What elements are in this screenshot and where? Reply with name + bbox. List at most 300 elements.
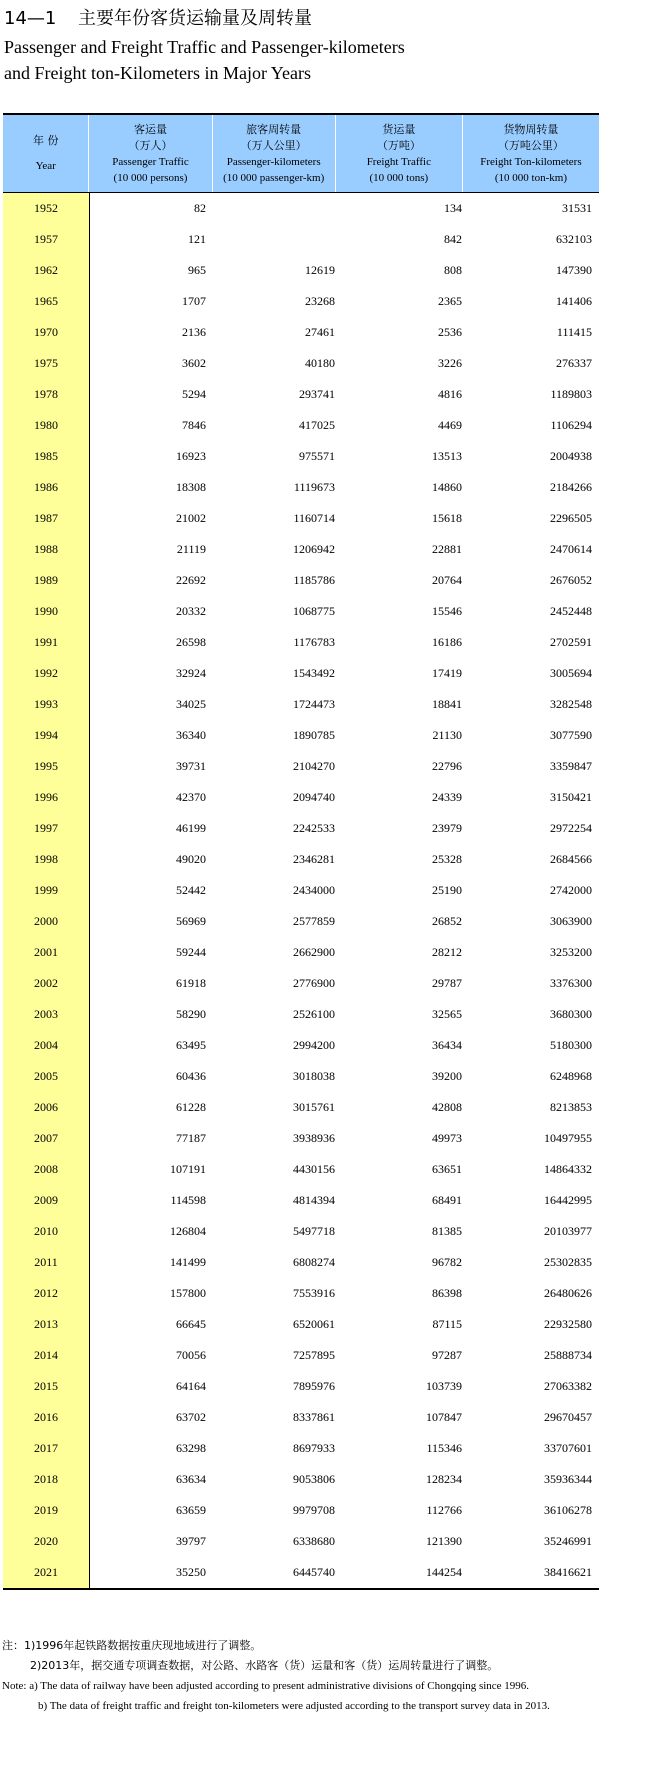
passenger-km-cell: 2776900 (293, 976, 335, 990)
passenger-traffic-cell: 52442 (176, 883, 206, 897)
table-row (3, 348, 599, 379)
freight-ton-km-cell: 27063382 (544, 1379, 592, 1393)
table-row (3, 1495, 599, 1526)
freight-traffic-cell: 3226 (438, 356, 462, 370)
passenger-km-cell: 5497718 (293, 1224, 335, 1238)
header-passenger-km (212, 115, 335, 192)
header-year-en: Year (35, 160, 56, 172)
freight-ton-km-cell: 276337 (556, 356, 592, 370)
freight-traffic-cell: 22796 (432, 759, 462, 773)
freight-traffic-cell: 2365 (438, 294, 462, 308)
table-title-en-line2: and Freight ton-Kilometers in Major Years (4, 63, 311, 83)
header-col4-en1: Freight Ton-kilometers (480, 155, 582, 168)
freight-ton-km-cell: 38416621 (544, 1565, 592, 1579)
freight-ton-km-cell: 3077590 (550, 728, 592, 742)
passenger-traffic-cell: 32924 (176, 666, 206, 680)
table-row (3, 627, 599, 658)
header-year (3, 115, 88, 192)
passenger-km-cell: 7257895 (293, 1348, 335, 1362)
freight-ton-km-cell: 25888734 (544, 1348, 592, 1362)
header-col3-cn2: （万吨） (376, 138, 421, 152)
year-cell: 1985 (34, 449, 58, 463)
table-row (3, 1154, 599, 1185)
year-cell: 2005 (34, 1069, 58, 1083)
passenger-km-cell: 2346281 (293, 852, 335, 866)
passenger-traffic-cell: 49020 (176, 852, 206, 866)
year-cell: 1957 (34, 232, 58, 246)
freight-ton-km-cell: 3253200 (550, 945, 592, 959)
passenger-km-cell: 1068775 (293, 604, 335, 618)
freight-traffic-cell: 14860 (432, 480, 462, 494)
header-col2-cn2: （万人公里） (240, 138, 307, 152)
passenger-traffic-cell: 60436 (176, 1069, 206, 1083)
table-row (3, 1402, 599, 1433)
passenger-traffic-cell: 2136 (182, 325, 206, 339)
table-row (3, 782, 599, 813)
passenger-km-cell: 4814394 (293, 1193, 335, 1207)
table-row (3, 1216, 599, 1247)
freight-traffic-cell: 103739 (426, 1379, 462, 1393)
year-cell: 2008 (34, 1162, 58, 1176)
header-col3-en1: Freight Traffic (366, 155, 431, 168)
table-row (3, 1278, 599, 1309)
table-row (3, 1123, 599, 1154)
freight-ton-km-cell: 111415 (556, 325, 592, 339)
table-row (3, 255, 599, 286)
freight-ton-km-cell: 3376300 (550, 976, 592, 990)
freight-ton-km-cell: 2004938 (550, 449, 592, 463)
year-cell: 1987 (34, 511, 58, 525)
table-number: 14—1 (4, 8, 57, 29)
table-row (3, 720, 599, 751)
freight-ton-km-cell: 36106278 (544, 1503, 592, 1517)
year-cell: 1990 (34, 604, 58, 618)
year-cell: 1980 (34, 418, 58, 432)
passenger-traffic-cell: 82 (194, 201, 206, 215)
freight-traffic-cell: 121390 (426, 1534, 462, 1548)
year-cell: 2000 (34, 914, 58, 928)
passenger-km-cell: 417025 (299, 418, 335, 432)
passenger-km-cell: 2094740 (293, 790, 335, 804)
year-cell: 1975 (34, 356, 58, 370)
passenger-km-cell: 1543492 (293, 666, 335, 680)
year-cell: 1992 (34, 666, 58, 680)
freight-traffic-cell: 15546 (432, 604, 462, 618)
header-freight-ton-km (462, 115, 599, 192)
freight-ton-km-cell: 147390 (556, 263, 592, 277)
passenger-km-cell: 3018038 (293, 1069, 335, 1083)
freight-ton-km-cell: 141406 (556, 294, 592, 308)
table-row (3, 1464, 599, 1495)
table-row (3, 968, 599, 999)
passenger-traffic-cell: 157800 (170, 1286, 206, 1300)
freight-ton-km-cell: 2702591 (550, 635, 592, 649)
note-en-1: Note: a) The data of railway have been adjusted according to present administrative divisions of Chongqing since 1996. (2, 1680, 530, 1692)
year-cell: 2009 (34, 1193, 58, 1207)
passenger-traffic-cell: 3602 (182, 356, 206, 370)
year-cell: 1962 (34, 263, 58, 277)
freight-ton-km-cell: 632103 (556, 232, 592, 246)
passenger-km-cell: 2242533 (293, 821, 335, 835)
table-row (3, 937, 599, 968)
passenger-traffic-cell: 63495 (176, 1038, 206, 1052)
passenger-km-cell: 3015761 (293, 1100, 335, 1114)
passenger-traffic-cell: 63702 (176, 1410, 206, 1424)
passenger-traffic-cell: 63634 (176, 1472, 206, 1486)
passenger-km-cell: 9979708 (293, 1503, 335, 1517)
freight-traffic-cell: 16186 (432, 635, 462, 649)
passenger-km-cell: 40180 (305, 356, 335, 370)
passenger-traffic-cell: 16923 (176, 449, 206, 463)
freight-traffic-cell: 25190 (432, 883, 462, 897)
freight-ton-km-cell: 3359847 (550, 759, 592, 773)
header-col4-en2: (10 000 ton-km) (494, 171, 567, 184)
freight-traffic-cell: 63651 (432, 1162, 462, 1176)
passenger-traffic-cell: 39731 (176, 759, 206, 773)
freight-traffic-cell: 26852 (432, 914, 462, 928)
year-cell: 2004 (34, 1038, 58, 1052)
passenger-traffic-cell: 5294 (182, 387, 206, 401)
table-row (3, 410, 599, 441)
passenger-traffic-cell: 21119 (176, 542, 206, 556)
passenger-traffic-cell: 77187 (176, 1131, 206, 1145)
passenger-km-cell: 9053806 (293, 1472, 335, 1486)
table-row (3, 844, 599, 875)
table-row (3, 1526, 599, 1557)
table-row (3, 813, 599, 844)
table-row (3, 999, 599, 1030)
year-cell: 2018 (34, 1472, 58, 1486)
passenger-traffic-cell: 35250 (176, 1565, 206, 1579)
freight-traffic-cell: 144254 (426, 1565, 462, 1579)
freight-ton-km-cell: 26480626 (544, 1286, 592, 1300)
year-cell: 2017 (34, 1441, 58, 1455)
freight-ton-km-cell: 33707601 (544, 1441, 592, 1455)
freight-traffic-cell: 23979 (432, 821, 462, 835)
table-title-en-line1: Passenger and Freight Traffic and Passenger-kilometers (4, 37, 405, 57)
freight-traffic-cell: 49973 (432, 1131, 462, 1145)
passenger-traffic-cell: 965 (188, 263, 206, 277)
passenger-traffic-cell: 22692 (176, 573, 206, 587)
table-row (3, 751, 599, 782)
freight-ton-km-cell: 25302835 (544, 1255, 592, 1269)
header-col1-cn2: （万人） (128, 138, 173, 152)
freight-traffic-cell: 18841 (432, 697, 462, 711)
header-freight-traffic (335, 115, 462, 192)
passenger-traffic-cell: 34025 (176, 697, 206, 711)
year-cell: 1993 (34, 697, 58, 711)
passenger-traffic-cell: 20332 (176, 604, 206, 618)
freight-ton-km-cell: 16442995 (544, 1193, 592, 1207)
freight-traffic-cell: 4469 (438, 418, 462, 432)
passenger-km-cell: 3938936 (293, 1131, 335, 1145)
freight-ton-km-cell: 2184266 (550, 480, 592, 494)
passenger-traffic-cell: 7846 (182, 418, 206, 432)
header-col4-cn1: 货物周转量 (503, 122, 559, 136)
passenger-km-cell: 1206942 (293, 542, 335, 556)
year-cell: 1994 (34, 728, 58, 742)
year-cell: 2001 (34, 945, 58, 959)
freight-traffic-cell: 96782 (432, 1255, 462, 1269)
freight-traffic-cell: 29787 (432, 976, 462, 990)
table-row (3, 534, 599, 565)
table-row (3, 1340, 599, 1371)
table-row (3, 1185, 599, 1216)
passenger-traffic-cell: 121 (188, 232, 206, 246)
freight-traffic-cell: 134 (444, 201, 462, 215)
header-col3-cn1: 货运量 (382, 122, 416, 136)
freight-ton-km-cell: 3063900 (550, 914, 592, 928)
freight-traffic-cell: 4816 (438, 387, 462, 401)
freight-traffic-cell: 21130 (432, 728, 462, 742)
year-cell: 1965 (34, 294, 58, 308)
freight-traffic-cell: 112766 (426, 1503, 462, 1517)
header-col1-en2: (10 000 persons) (113, 171, 188, 184)
freight-traffic-cell: 13513 (432, 449, 462, 463)
header-col1-en1: Passenger Traffic (112, 155, 189, 168)
year-cell: 2012 (34, 1286, 58, 1300)
passenger-traffic-cell: 66645 (176, 1317, 206, 1331)
header-col1-cn1: 客运量 (134, 122, 167, 136)
freight-traffic-cell: 42808 (432, 1100, 462, 1114)
passenger-traffic-cell: 59244 (176, 945, 206, 959)
header-col4-cn2: （万吨公里） (497, 138, 564, 152)
freight-traffic-cell: 17419 (432, 666, 462, 680)
passenger-km-cell: 23268 (305, 294, 335, 308)
passenger-traffic-cell: 56969 (176, 914, 206, 928)
year-cell: 2021 (34, 1565, 58, 1579)
freight-ton-km-cell: 3150421 (550, 790, 592, 804)
freight-ton-km-cell: 31531 (562, 201, 592, 215)
table-row (3, 224, 599, 255)
freight-ton-km-cell: 3005694 (550, 666, 592, 680)
freight-ton-km-cell: 2296505 (550, 511, 592, 525)
freight-traffic-cell: 107847 (426, 1410, 462, 1424)
passenger-traffic-cell: 21002 (176, 511, 206, 525)
table-row (3, 1092, 599, 1123)
freight-ton-km-cell: 2742000 (550, 883, 592, 897)
header-passenger-traffic (88, 115, 211, 192)
header-col2-en2: (10 000 passenger-km) (223, 171, 325, 184)
year-cell: 1952 (34, 201, 58, 215)
passenger-traffic-cell: 114598 (170, 1193, 206, 1207)
year-cell: 2019 (34, 1503, 58, 1517)
freight-traffic-cell: 842 (444, 232, 462, 246)
freight-ton-km-cell: 5180300 (550, 1038, 592, 1052)
table-row (3, 286, 599, 317)
table-header (3, 115, 599, 193)
passenger-traffic-cell: 61228 (176, 1100, 206, 1114)
passenger-km-cell: 6338680 (293, 1534, 335, 1548)
passenger-km-cell: 6520061 (293, 1317, 335, 1331)
year-cell: 1978 (34, 387, 58, 401)
passenger-km-cell: 6808274 (293, 1255, 335, 1269)
passenger-km-cell: 2526100 (293, 1007, 335, 1021)
note-cn-1: 注：1)1996年起铁路数据按重庆现地域进行了调整。 (2, 1639, 262, 1652)
year-cell: 2007 (34, 1131, 58, 1145)
table-row (3, 472, 599, 503)
year-cell: 1991 (34, 635, 58, 649)
year-cell: 2002 (34, 976, 58, 990)
year-cell: 1988 (34, 542, 58, 556)
freight-traffic-cell: 97287 (432, 1348, 462, 1362)
freight-traffic-cell: 86398 (432, 1286, 462, 1300)
passenger-km-cell: 1176783 (293, 635, 335, 649)
table-title-cn-text: 主要年份客货运输量及周转量 (78, 8, 312, 29)
freight-ton-km-cell: 1106294 (550, 418, 592, 432)
freight-traffic-cell: 32565 (432, 1007, 462, 1021)
passenger-km-cell: 1185786 (293, 573, 335, 587)
freight-traffic-cell: 25328 (432, 852, 462, 866)
year-cell: 1999 (34, 883, 58, 897)
year-cell: 2010 (34, 1224, 58, 1238)
freight-ton-km-cell: 6248968 (550, 1069, 592, 1083)
passenger-traffic-cell: 61918 (176, 976, 206, 990)
table-row (3, 503, 599, 534)
table-row (3, 1247, 599, 1278)
freight-ton-km-cell: 2972254 (550, 821, 592, 835)
freight-traffic-cell: 2536 (438, 325, 462, 339)
table-row (3, 658, 599, 689)
header-col3-en2: (10 000 tons) (369, 171, 429, 184)
passenger-traffic-cell: 107191 (170, 1162, 206, 1176)
freight-traffic-cell: 20764 (432, 573, 462, 587)
passenger-km-cell: 27461 (305, 325, 335, 339)
passenger-traffic-cell: 36340 (176, 728, 206, 742)
note-cn-2: 2)2013年，据交通专项调查数据，对公路、水路客（货）运量和客（货）运周转量进行了调整。 (30, 1659, 499, 1672)
table-row (3, 1557, 599, 1588)
freight-traffic-cell: 808 (444, 263, 462, 277)
passenger-traffic-cell: 26598 (176, 635, 206, 649)
year-cell: 2003 (34, 1007, 58, 1021)
table-body (3, 193, 599, 1588)
table-row (3, 1061, 599, 1092)
freight-traffic-cell: 15618 (432, 511, 462, 525)
freight-ton-km-cell: 2452448 (550, 604, 592, 618)
freight-ton-km-cell: 22932580 (544, 1317, 592, 1331)
year-cell: 1995 (34, 759, 58, 773)
table-row (3, 379, 599, 410)
table-row (3, 565, 599, 596)
table-row (3, 1433, 599, 1464)
table-row (3, 1030, 599, 1061)
passenger-traffic-cell: 1707 (182, 294, 206, 308)
passenger-km-cell: 975571 (299, 449, 335, 463)
freight-ton-km-cell: 8213853 (550, 1100, 592, 1114)
passenger-traffic-cell: 39797 (176, 1534, 206, 1548)
year-cell: 1986 (34, 480, 58, 494)
freight-traffic-cell: 22881 (432, 542, 462, 556)
freight-ton-km-cell: 3282548 (550, 697, 592, 711)
header-col2-en1: Passenger-kilometers (226, 155, 321, 168)
year-cell: 2020 (34, 1534, 58, 1548)
year-cell: 1998 (34, 852, 58, 866)
year-cell: 2016 (34, 1410, 58, 1424)
passenger-traffic-cell: 64164 (176, 1379, 206, 1393)
freight-ton-km-cell: 14864332 (544, 1162, 592, 1176)
year-cell: 1997 (34, 821, 58, 835)
header-col2-cn1: 旅客周转量 (246, 122, 302, 136)
passenger-km-cell: 2662900 (293, 945, 335, 959)
passenger-km-cell: 2577859 (293, 914, 335, 928)
table-title-cn (4, 4, 312, 30)
freight-ton-km-cell: 29670457 (544, 1410, 592, 1424)
passenger-km-cell: 8337861 (293, 1410, 335, 1424)
passenger-km-cell: 6445740 (293, 1565, 335, 1579)
passenger-traffic-cell: 141499 (170, 1255, 206, 1269)
passenger-km-cell: 2994200 (293, 1038, 335, 1052)
passenger-km-cell: 293741 (299, 387, 335, 401)
freight-traffic-cell: 28212 (432, 945, 462, 959)
passenger-km-cell: 7895976 (293, 1379, 335, 1393)
data-table (3, 113, 599, 1590)
freight-ton-km-cell: 10497955 (544, 1131, 592, 1145)
note-en-2: b) The data of freight traffic and freight ton-kilometers were adjusted according to the transport survey data in 2013. (38, 1700, 550, 1712)
year-cell: 2015 (34, 1379, 58, 1393)
passenger-km-cell: 1890785 (293, 728, 335, 742)
year-cell: 2014 (34, 1348, 58, 1362)
table-row (3, 317, 599, 348)
year-cell: 1996 (34, 790, 58, 804)
freight-ton-km-cell: 2684566 (550, 852, 592, 866)
year-cell: 2006 (34, 1100, 58, 1114)
passenger-traffic-cell: 58290 (176, 1007, 206, 1021)
passenger-km-cell: 7553916 (293, 1286, 335, 1300)
passenger-traffic-cell: 18308 (176, 480, 206, 494)
freight-traffic-cell: 128234 (426, 1472, 462, 1486)
passenger-traffic-cell: 70056 (176, 1348, 206, 1362)
table-row (3, 1309, 599, 1340)
passenger-km-cell: 4430156 (293, 1162, 335, 1176)
passenger-km-cell: 1119673 (293, 480, 335, 494)
table-row (3, 193, 599, 224)
freight-ton-km-cell: 35936344 (544, 1472, 592, 1486)
freight-traffic-cell: 39200 (432, 1069, 462, 1083)
freight-traffic-cell: 87115 (432, 1317, 462, 1331)
freight-traffic-cell: 36434 (432, 1038, 462, 1052)
passenger-km-cell: 8697933 (293, 1441, 335, 1455)
freight-ton-km-cell: 3680300 (550, 1007, 592, 1021)
table-row (3, 875, 599, 906)
freight-ton-km-cell: 20103977 (544, 1224, 592, 1238)
passenger-km-cell: 1724473 (293, 697, 335, 711)
freight-traffic-cell: 24339 (432, 790, 462, 804)
passenger-km-cell: 12619 (305, 263, 335, 277)
table-row (3, 906, 599, 937)
freight-ton-km-cell: 2676052 (550, 573, 592, 587)
passenger-traffic-cell: 63298 (176, 1441, 206, 1455)
passenger-traffic-cell: 46199 (176, 821, 206, 835)
year-cell: 1970 (34, 325, 58, 339)
table-row (3, 441, 599, 472)
freight-traffic-cell: 81385 (432, 1224, 462, 1238)
passenger-km-cell: 2434000 (293, 883, 335, 897)
table-row (3, 1371, 599, 1402)
year-cell: 2011 (34, 1255, 58, 1269)
passenger-km-cell: 2104270 (293, 759, 335, 773)
freight-traffic-cell: 68491 (432, 1193, 462, 1207)
freight-ton-km-cell: 1189803 (550, 387, 592, 401)
passenger-traffic-cell: 63659 (176, 1503, 206, 1517)
freight-ton-km-cell: 35246991 (544, 1534, 592, 1548)
table-row (3, 689, 599, 720)
header-year-cn: 年 份 (32, 134, 59, 147)
year-cell: 1989 (34, 573, 58, 587)
passenger-traffic-cell: 42370 (176, 790, 206, 804)
passenger-km-cell: 1160714 (293, 511, 335, 525)
passenger-traffic-cell: 126804 (170, 1224, 206, 1238)
table-notes (2, 1636, 550, 1716)
